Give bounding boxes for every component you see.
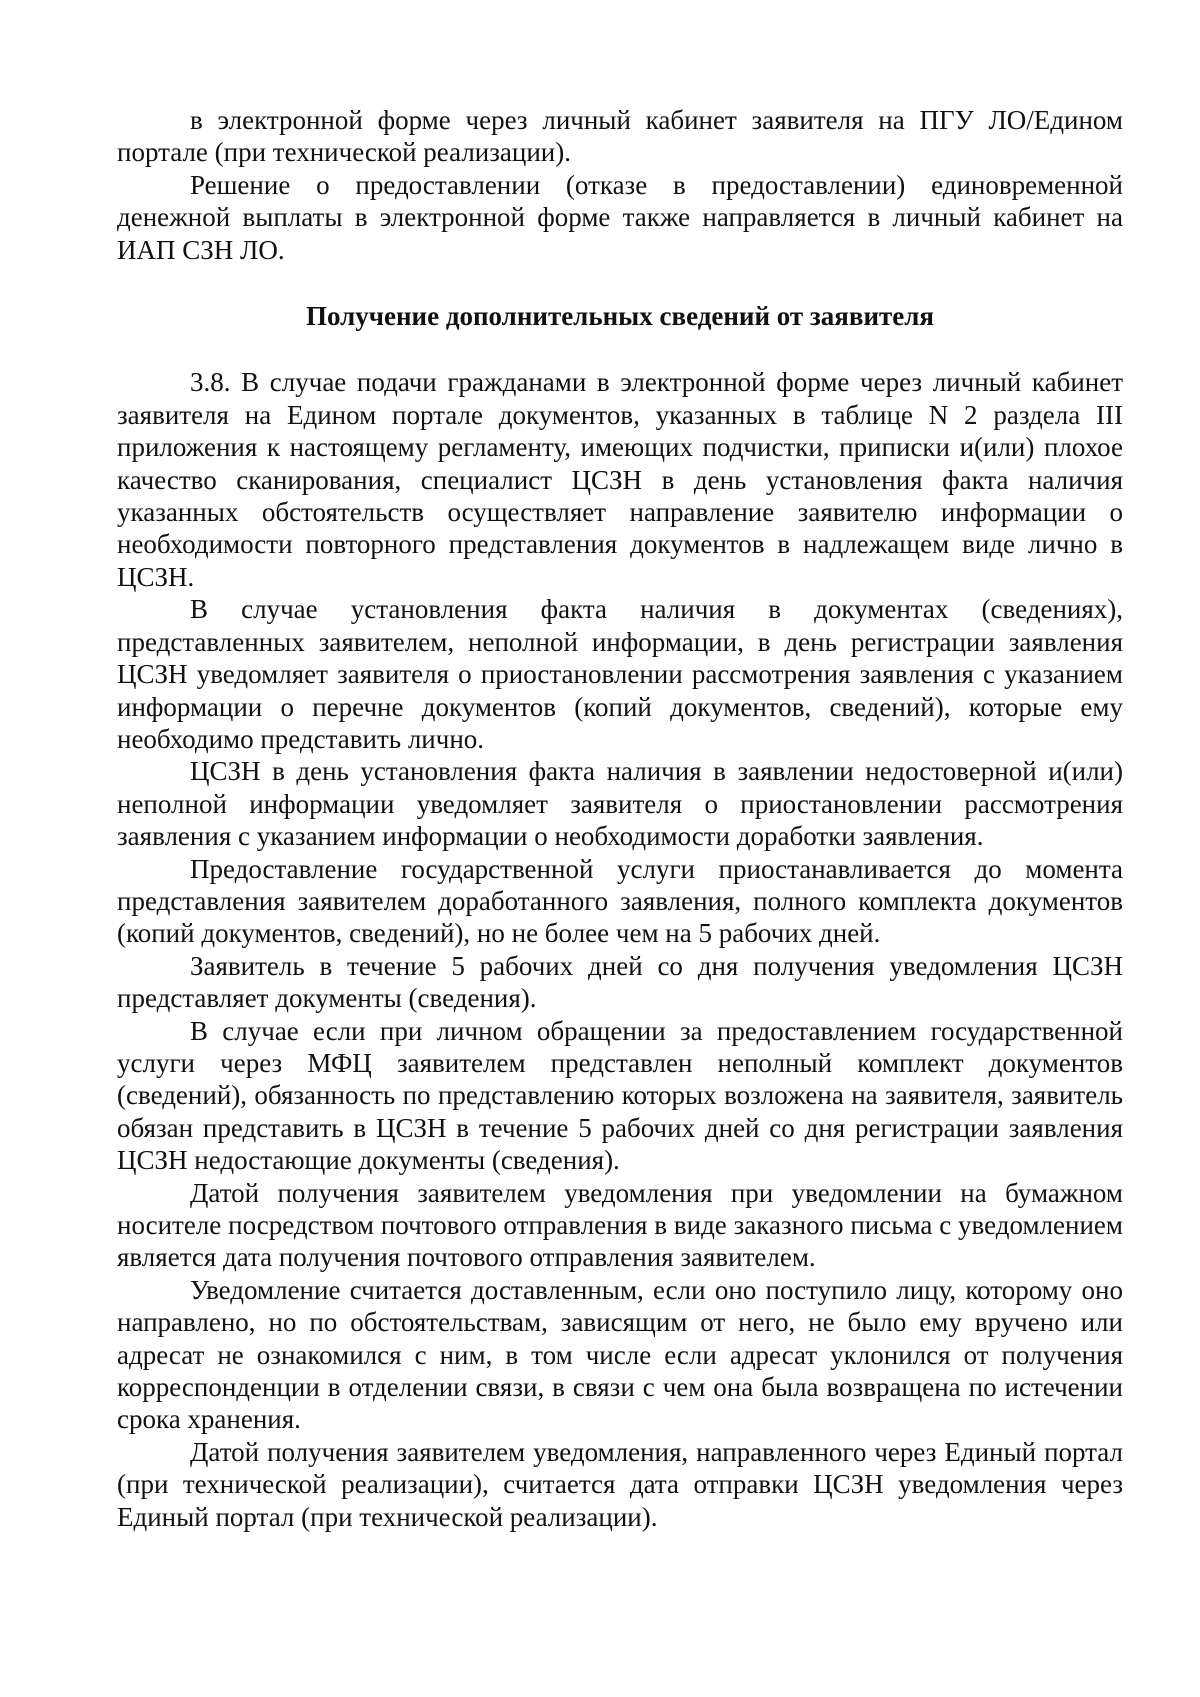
paragraph-incomplete-info: В случае установления факта наличия в документах (сведениях), представленных заявителем, неполной информации, в день регистрации заявления ЦСЗН уведомляет заявителя о приостановлении рассмотрения заявления с указанием информации о перечне документов (копий документов, сведений), которые ему необходимо представить лично. xyxy=(117,594,1123,754)
paragraph-unreliable-info: ЦСЗН в день установления факта наличия в заявлении недостоверной и(или) неполной информации уведомляет заявителя о приостановлении рассмотрения заявления с указанием информации о необходимости доработки заявления. xyxy=(117,756,1123,852)
paragraph-suspension: Предоставление государственной услуги приостанавливается до момента представления заявителем доработанного заявления, полного комплекта документов (копий документов, сведений), но не более чем на 5 рабочих дней. xyxy=(117,853,1123,949)
paragraph-3-8: 3.8. В случае подачи гражданами в электронной форме через личный кабинет заявителя на Едином портале документов, указанных в таблице N 2 раздела III приложения к настоящему регламенту, имеющих подчистки, приписки и(или) плохое качество сканирования, специалист ЦСЗН в день установления факта наличия указанных обстоятельств осуществляет направление заявителю информации о необходимости повторного представления документов в надлежащем виде лично в ЦСЗН. xyxy=(117,367,1123,592)
document-page xyxy=(117,104,1123,1533)
paragraph-continuation: в электронной форме через личный кабинет заявителя на ПГУ ЛО/Едином портале (при технической реализации). xyxy=(117,105,1123,168)
paragraph-applicant-deadline: Заявитель в течение 5 рабочих дней со дня получения уведомления ЦСЗН представляет документы (сведения). xyxy=(117,950,1123,1014)
paragraph-paper-notice-date: Датой получения заявителем уведомления при уведомлении на бумажном носителе посредством почтового отправления в виде заказного письма с уведомлением является дата получения почтового отправления заявителем. xyxy=(117,1177,1123,1273)
section-heading: Получение дополнительных сведений от заявителя xyxy=(305,301,935,332)
paragraph-portal-notice-date: Датой получения заявителем уведомления, направленного через Единый портал (при технической реализации), считается дата отправки ЦСЗН уведомления через Единый портал (при технической реализации). xyxy=(117,1436,1123,1532)
paragraph-decision-notice: Решение о предоставлении (отказе в предоставлении) единовременной денежной выплаты в электронной форме также направляется в личный кабинет на ИАП СЗН ЛО. xyxy=(117,169,1123,265)
paragraph-notice-delivered: Уведомление считается доставленным, если оно поступило лицу, которому оно направлено, но по обстоятельствам, зависящим от него, не было ему вручено или адресат не ознакомился с ним, в том числе если адресат уклонился от получения корреспонденции в отделении связи, в связи с чем она была возвращена по истечении срока хранения. xyxy=(117,1274,1123,1435)
paragraph-mfc-incomplete: В случае если при личном обращении за предоставлением государственной услуги через МФЦ заявителем представлен неполный комплект документов (сведений), обязанность по представлению которых возложена на заявителя, заявитель обязан представить в ЦСЗН в течение 5 рабочих дней со дня регистрации заявления ЦСЗН недостающие документы (сведения). xyxy=(117,1015,1123,1176)
